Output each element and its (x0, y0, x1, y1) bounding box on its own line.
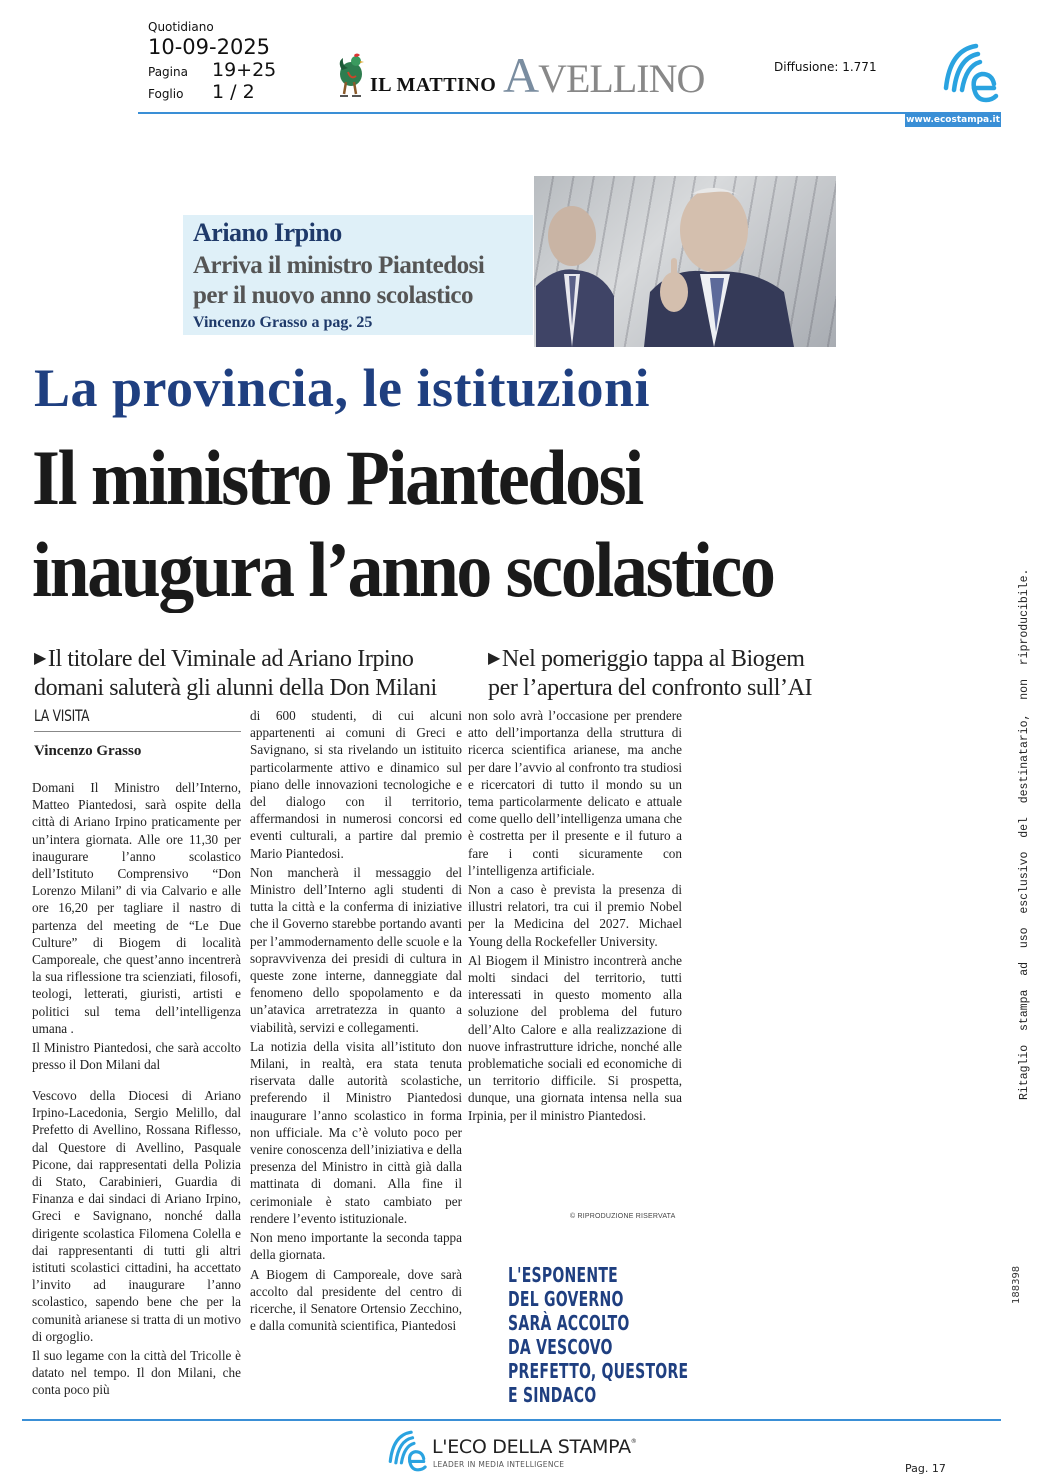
teaser-title: Arriva il ministro Piantedosi per il nuovo anno scolastico (193, 252, 485, 309)
article-column-3 (468, 707, 682, 1126)
reproduction-notice: Ritaglio stampa ad uso esclusivo del destinatario, non riproducibile. (1018, 568, 1031, 1100)
pagina-label: Pagina (148, 65, 188, 79)
footer-divider (22, 1419, 1001, 1421)
paragraph: Non meno importante la seconda tappa della giornata. (250, 1230, 462, 1263)
paragraph: Il suo legame con la città del Tricolle è datato nel tempo. Il don Milani, che conta poco più (32, 1348, 241, 1398)
ecostampa-logo-icon (940, 40, 1000, 106)
circulation: Diffusione: 1.771 (774, 60, 877, 74)
section-title: La provincia, le istituzioni (34, 358, 651, 418)
person-right-figure (644, 182, 794, 347)
eco-della-stampa-logo-icon (383, 1428, 431, 1474)
foglio-value: 1 / 2 (212, 81, 255, 103)
clip-metadata (148, 20, 276, 103)
kicker-divider (34, 731, 241, 732)
article-column-1-continued (32, 1087, 241, 1401)
edition-name: AVELLINO (503, 47, 705, 103)
subhead-left: ▶Il titolare del Viminale ad Ariano Irpino domani saluterà gli alunni della Don Milani (34, 646, 437, 701)
paragraph: Al Biogem il Ministro incontrerà anche molti sindaci del territorio, tutti interessati in questo momento alla soluzione del problema del futuro dell’Alto Calore e alla realizzazione di nuove infrastrutture idriche, nonché alle problematiche sociali ed economiche di un territorio difficile. Si prospetta, dunque, una giornata intensa nella sua Irpinia, per il ministro Piantedosi. (468, 952, 682, 1123)
paragraph: di 600 studenti, di cui alcuni appartenenti ai comuni di Greci e Savignano, si sta rivelando un istituito particolarmente attivo e dinamico sul piano delle innovazioni tecnologiche e del dialogo con il territorio, affermandosi in numerosi concorsi ed eventi culturali, a partire dal premio Mario Piantedosi. (250, 708, 462, 861)
pagina-value: 19+25 (212, 59, 277, 81)
rights-notice: © RIPRODUZIONE RISERVATA (570, 1213, 676, 1220)
paragraph: La notizia della visita all’istituto don Milani, in realtà, era stata tenuta riservata dalle autorità scolastiche, preferendo il Ministro Piantedosi inaugurare l’anno scolastico in forma non ufficiale. Ma c’è voluto poco per venire conoscenza dell’iniziativa e della presenza del Ministro in città già dalla mattinata di domani. Alla fine il cerimoniale è stato cambiato per rendere l’evento istituzionale. (250, 1038, 462, 1226)
publication-date: 10-09-2025 (148, 35, 271, 59)
pagina-row (148, 59, 276, 81)
headline-line-1: Il ministro Piantedosi (32, 434, 642, 521)
paragraph: non solo avrà l’occasione per prendere atto dell’importanza della struttura di ricerca scientifica arianese, ma anche per dare l’avvio al confronto tra studiosi e ricercatori di tutto il mondo su un tema particolarmente delicato e attuale come quello dell’intelligenza umana che è costretta per il presente e il futuro a fare i conti sicuramente con l’intelligenza artificiale. (468, 708, 682, 878)
rooster-icon (334, 52, 366, 98)
publication-name: IL MATTINO (370, 74, 497, 96)
clip-id: 188398 (1011, 1265, 1022, 1304)
article-author: Vincenzo Grasso (34, 743, 142, 759)
page-number: Pag. 17 (905, 1462, 946, 1475)
paragraph: Vescovo della Diocesi di Ariano Irpino-Lacedonia, Sergio Melillo, dal Prefetto di Avellino, Rossana Riflesso, dal Questore di Avellino, Pasquale Picone, dai rappresentati della Polizia di Stato, Carabinieri, Guardia di Finanza e dai sindaci di Ariano Irpino, Greci e Savignano, nonché dalla dirigente scolastica Filomena Colella e dai rappresentanti di tutti gli altri istituti scolastici cittadini, ha accettato l’invito ad inaugurare l’anno scolastico, sapendo bene che per la comunità arianese si tratta di un motivo di orgoglio. (32, 1088, 241, 1344)
paragraph: Domani Il Ministro dell’Interno, Matteo Piantedosi, sarà ospite della città di Ariano Irpino praticamente per un’intera giornata. Alle ore 11,30 per inaugurare l’anno scolastico dell’Istituto Comprensivo “Don Lorenzo Milani” di via Calvario e alle ore 16,20 per tagliare il nastro di partenza del meeting de “Le Due Culture” di Biogem di località Camporeale, che quest’anno incentrerà la sua riflessione tra scienziati, filosofi, teologi, letterati, giuristi, artisti e politici sul tema dell’intelligenza umana . (32, 780, 241, 1036)
publication-type: Quotidiano (148, 20, 214, 34)
footer-tagline: LEADER IN MEDIA INTELLIGENCE (433, 1460, 565, 1469)
teaser-byline: Vincenzo Grasso a pag. 25 (193, 314, 373, 331)
teaser-location: Ariano Irpino (193, 218, 342, 247)
foglio-row (148, 81, 276, 103)
header-divider (138, 112, 1001, 114)
article-column-1 (32, 779, 241, 1075)
il-mattino-logo (334, 52, 496, 98)
pull-quote: L'ESPONENTE DEL GOVERNO SARÀ ACCOLTO DA VESCOVO PREFETTO, QUESTORE E SINDACO (508, 1263, 689, 1407)
headline-line-2: inaugura l’anno scolastico (32, 526, 774, 613)
foglio-label: Foglio (148, 87, 184, 101)
headline (32, 432, 774, 616)
paragraph: Non mancherà il messaggio del Ministro dell’Interno agli studenti di tutta la città e la conferma di iniziative che il Governo starebbe portando avanti per l’ammodernamento delle scuole e la sopravvivenza dei presidi di cultura in queste zone interne, danneggiate dal fenomeno dello spopolamento e da un’atavica arretratezza in quanto a viabilità, servizi e collegamenti. (250, 864, 462, 1035)
paragraph: Non a caso è prevista la presenza di illustri relatori, tra cui il premio Nobel per la Medicina del 2027. Michael Young della Rockefeller University. (468, 882, 682, 949)
article-photo (534, 176, 836, 347)
footer-brand: L'ECO DELLA STAMPA® (432, 1436, 637, 1458)
triangle-bullet-icon: ▶ (488, 650, 500, 667)
subhead-right: ▶Nel pomeriggio tappa al Biogem per l’apertura del confronto sull’AI (488, 646, 813, 701)
person-left-figure (536, 196, 614, 347)
triangle-bullet-icon: ▶ (34, 650, 46, 667)
article-column-2 (250, 707, 462, 1336)
paragraph: A Biogem di Camporeale, dove sarà accolto dal presidente del centro di ricerche, il Senatore Ortensio Zecchino, e dalla comunità scientifica, Piantedosi (250, 1266, 462, 1334)
website-badge[interactable]: www.ecostampa.it (906, 115, 1000, 125)
article-kicker: LA VISITA (34, 706, 90, 725)
paragraph: Il Ministro Piantedosi, che sarà accolto presso il Don Milani dal (32, 1040, 241, 1073)
